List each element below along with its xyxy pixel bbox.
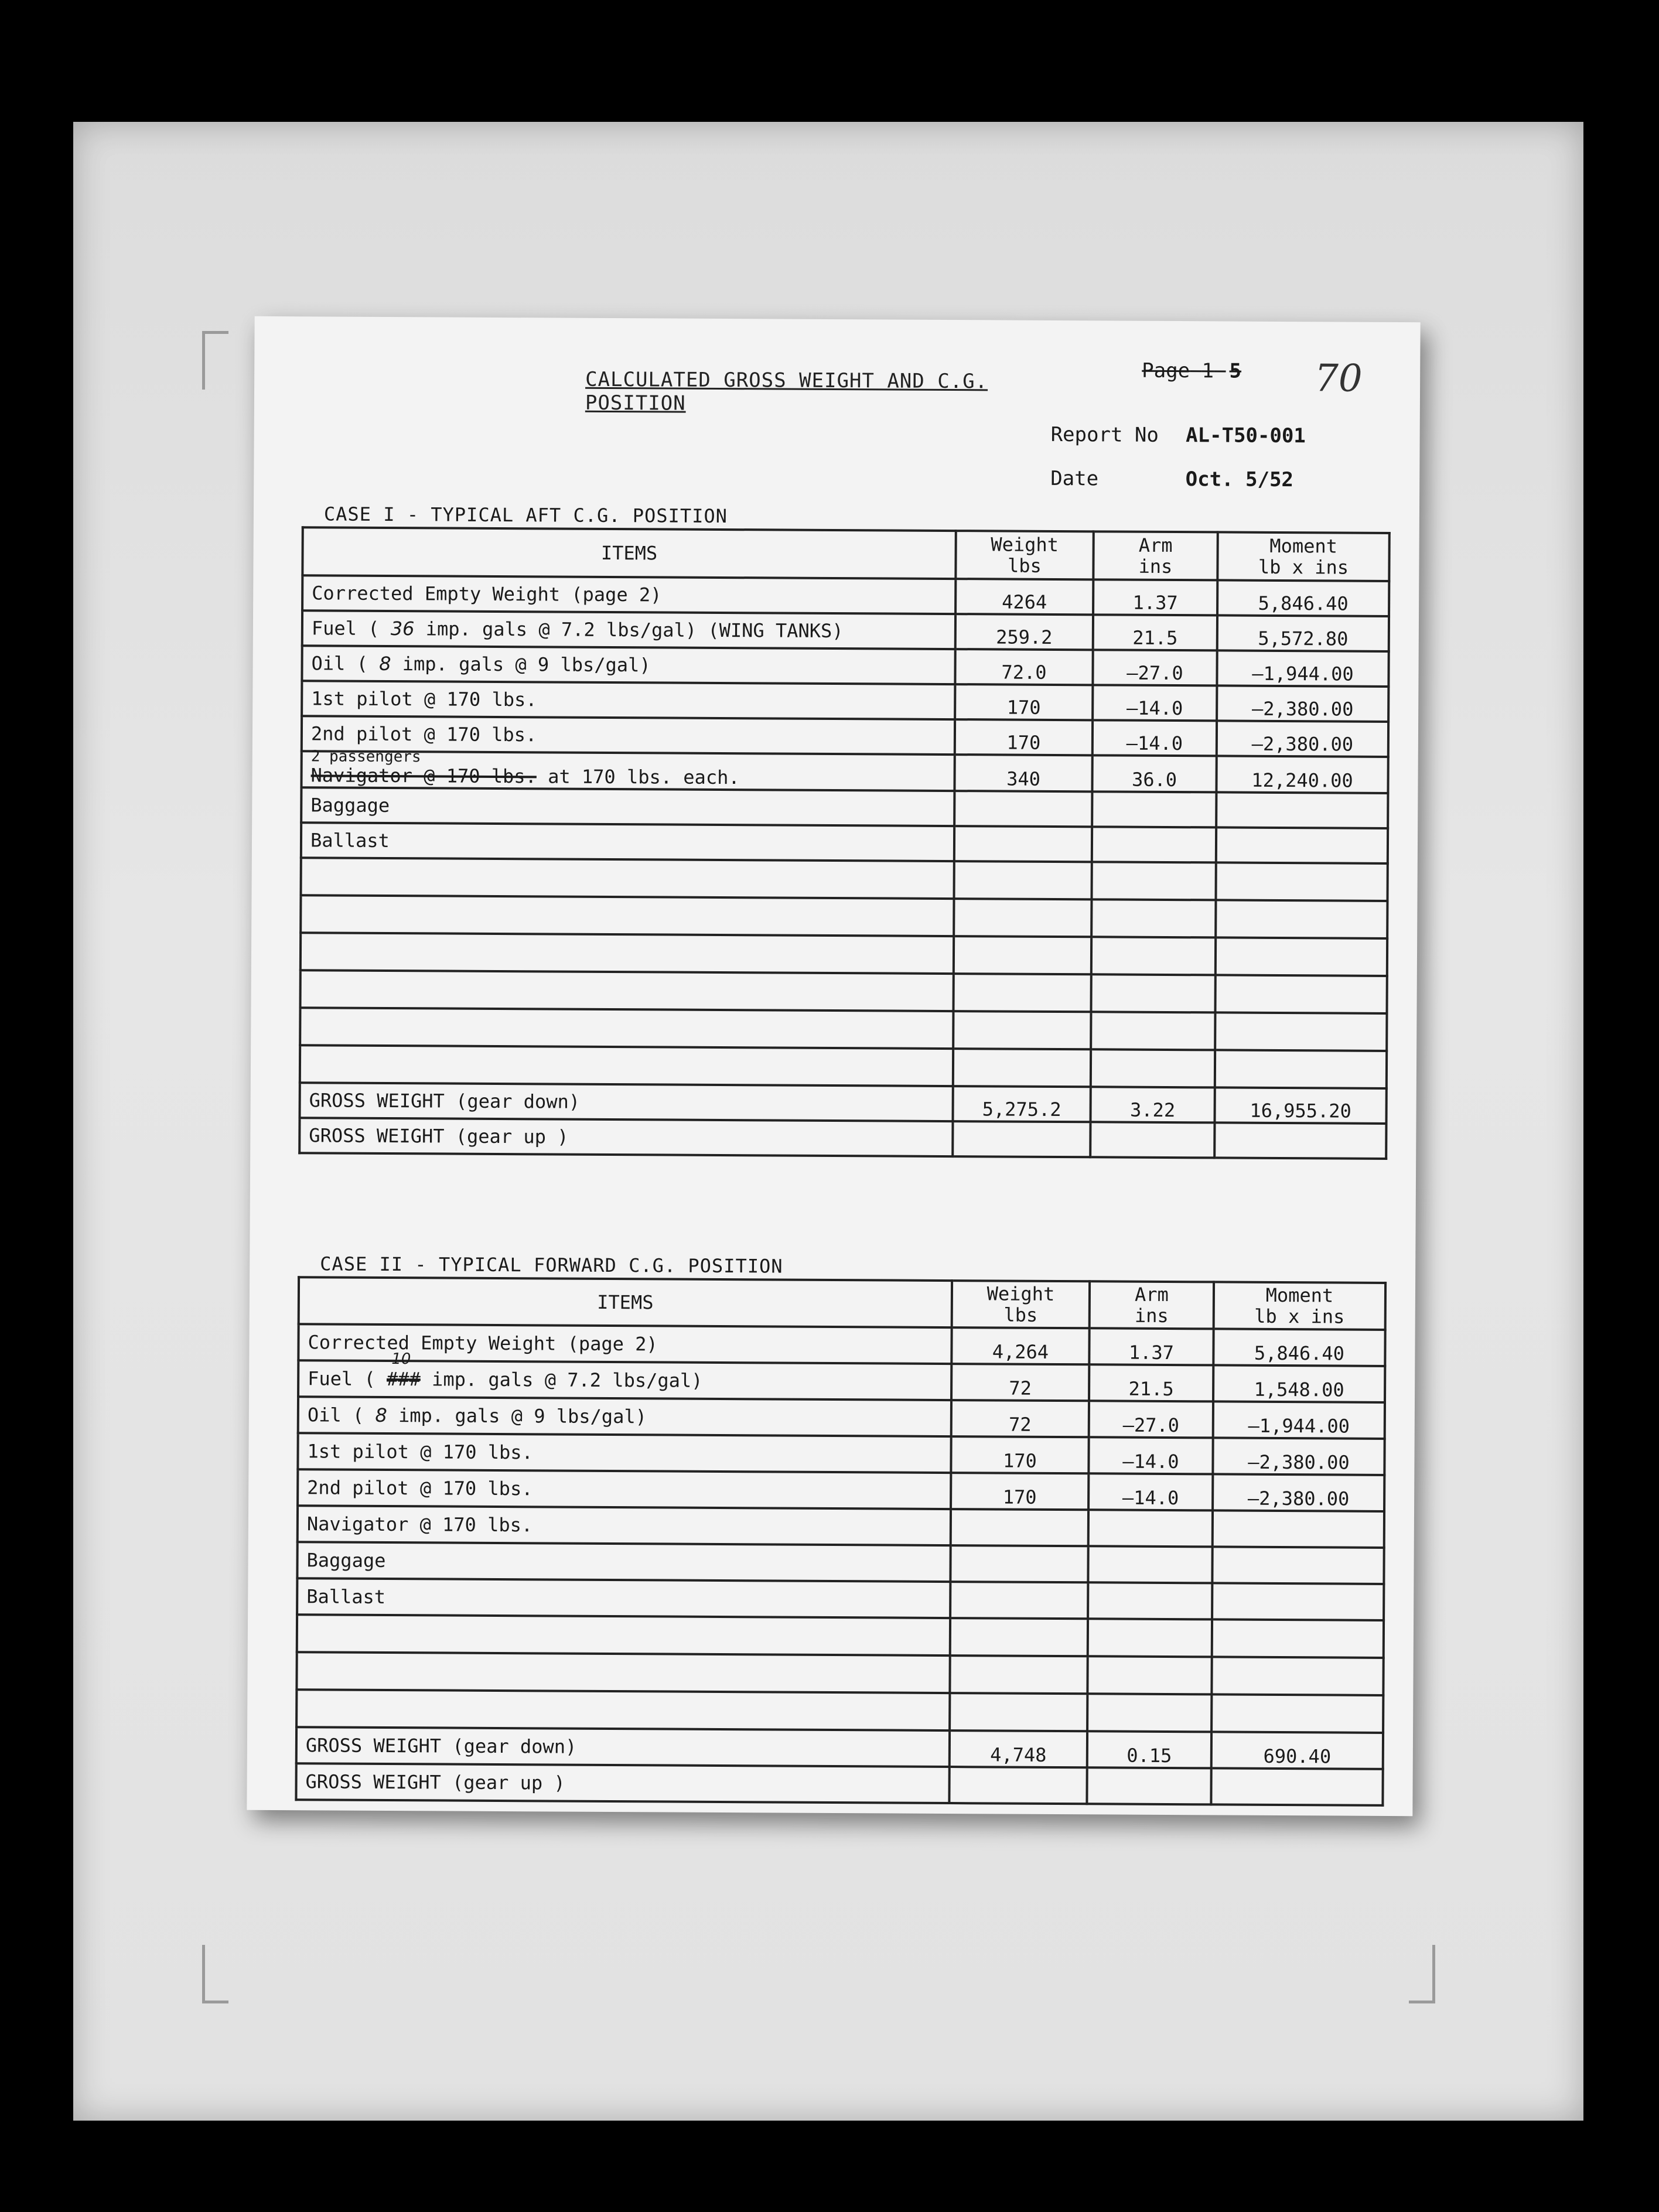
header-moment: Moment lb x ins <box>1217 532 1389 581</box>
header-arm: Arm ins <box>1093 531 1217 580</box>
row-arm <box>1092 827 1216 862</box>
blank-row <box>301 858 1388 901</box>
report-number <box>1051 423 1306 448</box>
row-weight: 4264 <box>955 579 1093 615</box>
row-moment: 1,548.00 <box>1213 1365 1385 1402</box>
case1-heading: CASE I - TYPICAL AFT C.G. POSITION <box>323 503 728 528</box>
case2-heading: CASE II - TYPICAL FORWARD C.G. POSITION <box>320 1252 783 1278</box>
row-item: Ballast <box>301 822 954 861</box>
row-weight: 4,264 <box>951 1327 1089 1364</box>
row-item: 1st pilot @ 170 lbs. <box>298 1433 951 1473</box>
row-moment: 5,572.80 <box>1217 615 1389 651</box>
row-weight: 72.0 <box>955 649 1093 685</box>
table-row <box>302 646 1388 687</box>
row-moment: – 1,944.00 <box>1213 1401 1385 1439</box>
blank-row <box>301 933 1387 976</box>
case2-table <box>295 1276 1387 1807</box>
row-weight: 4,748 <box>950 1730 1087 1767</box>
row-item: Fuel ( 36 imp. gals @ 7.2 lbs/gal) (WING TANKS) <box>302 610 955 649</box>
report-date <box>1050 467 1293 491</box>
case1-table <box>298 526 1391 1160</box>
blank-row <box>296 1689 1383 1733</box>
page-number-struck: 1 <box>1201 359 1214 383</box>
blank-row <box>300 1008 1387 1051</box>
row-item: GROSS WEIGHT (gear down) <box>296 1727 950 1767</box>
row-weight <box>954 826 1092 862</box>
row-arm: 36.0 <box>1092 755 1216 792</box>
row-item: Ballast <box>297 1578 950 1618</box>
row-weight: 259.2 <box>955 614 1093 650</box>
row-weight: 5,275.2 <box>953 1086 1091 1122</box>
row-moment: 12,240.00 <box>1216 756 1388 793</box>
row-item: 1st pilot @ 170 lbs. <box>302 681 955 719</box>
crop-mark-top-left <box>202 331 228 390</box>
row-moment <box>1216 792 1388 828</box>
row-arm: 21.5 <box>1093 615 1217 650</box>
gross-weight-down-row <box>296 1727 1383 1769</box>
page-label: Page <box>1142 359 1190 383</box>
handwritten-number: 70 <box>1314 357 1363 401</box>
gross-weight-up-row <box>299 1118 1386 1159</box>
row-item: Baggage <box>297 1542 950 1582</box>
table-header-row <box>302 527 1389 581</box>
table-row <box>298 1397 1385 1439</box>
document-sheet <box>247 316 1420 1816</box>
table-row <box>298 1469 1384 1511</box>
date-value: Oct. 5/52 <box>1185 467 1294 492</box>
row-item: 2nd pilot @ 170 lbs. <box>302 716 955 755</box>
row-arm: 1.37 <box>1093 579 1217 615</box>
blank-row <box>296 1652 1383 1695</box>
table-row <box>298 1506 1384 1548</box>
row-arm: 0.15 <box>1087 1731 1211 1768</box>
row-item: Oil ( 8 imp. gals @ 9 lbs/gal) <box>302 646 955 684</box>
blank-row <box>297 1614 1384 1658</box>
row-item: 2nd pilot @ 170 lbs. <box>298 1469 951 1509</box>
blank-row <box>301 895 1387 938</box>
document-title: CALCULATED GROSS WEIGHT AND C.G. POSITION <box>585 367 988 415</box>
row-arm: – 27.0 <box>1089 1401 1213 1438</box>
table-row <box>301 822 1388 863</box>
gross-weight-down-row <box>300 1083 1387 1124</box>
row-arm: – 14.0 <box>1093 685 1217 721</box>
row-moment: 16,955.20 <box>1215 1087 1387 1124</box>
row-item: GROSS WEIGHT (gear down) <box>300 1083 953 1121</box>
table-row <box>298 1433 1384 1475</box>
row-weight: 340 <box>954 755 1092 791</box>
row-item: GROSS WEIGHT (gear up ) <box>296 1763 949 1803</box>
row-arm: 21.5 <box>1089 1364 1213 1401</box>
blank-row <box>301 970 1387 1013</box>
crop-mark-bottom-left <box>202 1945 228 2003</box>
row-item: Oil ( 8 imp. gals @ 9 lbs/gal) <box>298 1397 951 1436</box>
table-header-row <box>299 1277 1385 1330</box>
table-row <box>302 575 1389 616</box>
header-items: ITEMS <box>302 527 955 579</box>
header-items: ITEMS <box>299 1277 952 1327</box>
row-weight: 170 <box>955 684 1093 720</box>
row-weight: 170 <box>955 719 1093 755</box>
table-row <box>302 681 1388 722</box>
row-item: Baggage <box>301 787 954 826</box>
header-weight: Weight lbs <box>952 1281 1090 1328</box>
table-row <box>301 751 1388 793</box>
row-item: Corrected Empty Weight (page 2) <box>298 1324 951 1364</box>
row-weight: 170 <box>951 1436 1088 1473</box>
row-moment: 5,846.40 <box>1217 580 1389 616</box>
row-moment: – 2,380.00 <box>1217 685 1388 722</box>
row-weight: 170 <box>951 1473 1088 1510</box>
table-row <box>298 1360 1385 1402</box>
row-weight: 72 <box>951 1400 1089 1437</box>
table-row <box>298 1324 1385 1366</box>
row-moment: – 2,380.00 <box>1213 1438 1384 1475</box>
header-moment: Moment lb x ins <box>1214 1282 1385 1330</box>
page-number-corrected: 5 <box>1229 359 1242 383</box>
row-weight: 72 <box>951 1364 1089 1401</box>
report-label: Report No <box>1050 422 1159 447</box>
row-item: 2 passengers Navigator @ 170 lbs. at 170 lbs. each. <box>301 751 954 791</box>
header-weight: Weight lbs <box>955 531 1093 579</box>
row-arm: – 14.0 <box>1088 1437 1213 1474</box>
row-moment: – 1,944.00 <box>1217 650 1388 687</box>
row-moment <box>1216 827 1388 863</box>
table-row <box>302 610 1389 651</box>
header-arm: Arm ins <box>1090 1281 1214 1329</box>
row-arm: 3.22 <box>1091 1087 1215 1122</box>
row-weight <box>954 791 1092 827</box>
table-row <box>297 1578 1384 1620</box>
row-moment: 5,846.40 <box>1213 1329 1385 1366</box>
row-item: Corrected Empty Weight (page 2) <box>302 575 955 614</box>
row-item: GROSS WEIGHT (gear up ) <box>299 1118 953 1156</box>
row-arm: – 27.0 <box>1093 650 1217 685</box>
row-arm <box>1092 791 1216 827</box>
row-moment: – 2,380.00 <box>1217 721 1388 757</box>
row-item: Navigator @ 170 lbs. <box>298 1506 951 1545</box>
crop-mark-bottom-right <box>1409 1945 1435 2003</box>
row-item: Fuel ( 10 ### imp. gals @ 7.2 lbs/gal) <box>298 1360 951 1400</box>
table-row <box>297 1542 1384 1584</box>
row-moment: 690.40 <box>1211 1732 1383 1769</box>
row-arm: – 14.0 <box>1093 720 1217 756</box>
blank-row <box>300 1045 1387 1088</box>
date-label: Date <box>1050 466 1099 491</box>
report-value: AL-T50-001 <box>1186 424 1306 448</box>
row-arm: 1.37 <box>1089 1328 1213 1365</box>
page-number <box>1142 359 1241 383</box>
table-row <box>301 787 1388 828</box>
row-moment: – 2,380.00 <box>1213 1474 1384 1511</box>
gross-weight-up-row <box>296 1763 1383 1805</box>
row-arm: – 14.0 <box>1088 1473 1213 1510</box>
